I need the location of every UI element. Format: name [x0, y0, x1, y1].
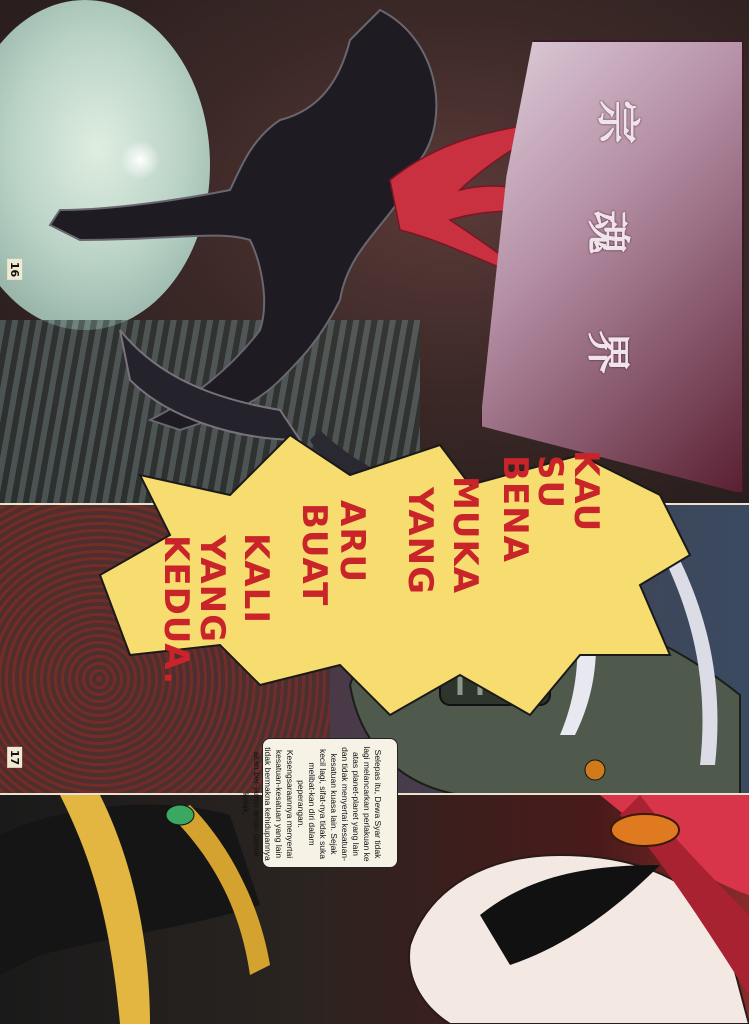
kanji-glyph-icon: 宗 — [592, 100, 643, 144]
burst-line: BENA — [495, 455, 535, 563]
kanji-glyph-icon: 界 — [582, 330, 633, 374]
burst-line: BUAT — [294, 503, 334, 607]
burst-line: YANG — [400, 487, 440, 596]
page-number-left: 16 — [7, 259, 22, 280]
caption-text: Selepas itu, Dewa Syar tidak lagi melancarkan perlakuan ke atas planet-planet yang lain dan tidak menyertai kesatuan-kesatuan kuasa lain. Sejak kecil lagi, sifat-nya tidak suka melibat-kan diri dalam peperangan. Kesengsaraannya menyertai kesatuan-kesatuan yang lain tidak bermakna kehidupannya akan ber-jamin aman damai kelak. — [241, 746, 383, 862]
burst-line: KEDUA. — [156, 535, 196, 686]
red-haired-woman — [390, 795, 749, 1024]
burst-line: KAU — [566, 450, 606, 533]
burst-line: YANG — [192, 535, 232, 644]
narration-caption — [241, 738, 398, 868]
burst-line: ARU — [332, 500, 372, 584]
burst-line: MUKA — [445, 476, 485, 595]
page-number-right: 17 — [7, 747, 22, 768]
kanji-glyph-icon: 魂 — [582, 210, 633, 254]
burst-line: KALI — [236, 533, 276, 624]
burst-line: SU — [530, 455, 570, 510]
panel-top-demon-lord — [0, 0, 749, 505]
